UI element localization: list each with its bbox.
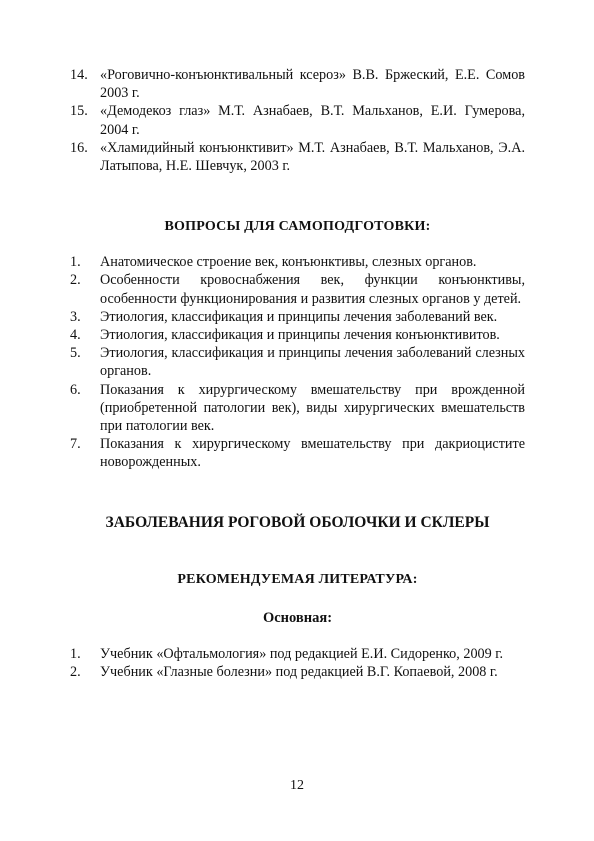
list-item xyxy=(70,66,525,102)
item-text: Показания к хирургическому вмешательству при врожденной (приобретенной патологии век), виды хирургических вмешательств при патологии век. xyxy=(100,381,525,435)
item-number: 1. xyxy=(70,254,81,271)
item-text: Этиология, классификация и принципы лечения заболеваний век. xyxy=(100,308,498,325)
item-number: 2. xyxy=(70,663,81,680)
list-item xyxy=(70,381,525,436)
list-item xyxy=(70,308,525,326)
item-text: Этиология, классификация и принципы лечения заболеваний слезных органов. xyxy=(100,345,525,380)
list-item xyxy=(70,326,525,344)
item-text: Особенности кровоснабжения век, функции конъюнктивы, особенности функционирования и развития слезных органов у детей. xyxy=(100,272,525,307)
item-number: 5. xyxy=(70,345,81,362)
item-number: 15. xyxy=(70,103,88,120)
item-text: Учебник «Глазные болезни» под редакцией В.Г. Копаевой, 2008 г. xyxy=(100,663,498,680)
item-text: «Хламидийный конъюнктивит» М.Т. Азнабаев, В.Т. Мальханов, Э.А. Латыпова, Н.Е. Шевчук, 2003 г. xyxy=(100,139,525,175)
self-study-heading: ВОПРОСЫ ДЛЯ САМОПОДГОТОВКИ: xyxy=(164,219,431,235)
main-literature-heading: Основная: xyxy=(262,609,333,626)
item-number: 4. xyxy=(70,327,81,344)
item-number: 7. xyxy=(70,436,81,453)
item-text: «Демодекоз глаз» М.Т. Азнабаев, В.Т. Мальханов, Е.И. Гумерова, 2004 г. xyxy=(100,103,525,138)
item-number: 6. xyxy=(70,381,81,398)
item-text: Учебник «Офтальмология» под редакцией Е.И. Сидоренко, 2009 г. xyxy=(100,645,504,662)
list-item xyxy=(70,271,525,307)
references-continued-list xyxy=(70,66,525,175)
item-number: 1. xyxy=(70,645,81,662)
page-number: 12 xyxy=(290,778,304,793)
list-item xyxy=(70,253,525,271)
list-item xyxy=(70,139,525,175)
item-text: Анатомическое строение век, конъюнктивы, слезных органов. xyxy=(100,254,477,271)
section-title: ЗАБОЛЕВАНИЯ РОГОВОЙ ОБОЛОЧКИ И СКЛЕРЫ xyxy=(105,513,490,531)
item-number: 14. xyxy=(70,67,88,83)
item-text: Показания к хирургическому вмешательству при дакриоциститe новорожденных. xyxy=(100,436,525,471)
list-item xyxy=(70,435,525,471)
document-page xyxy=(70,66,525,681)
recommended-literature-heading: РЕКОМЕНДУЕМАЯ ЛИТЕРАТУРА: xyxy=(177,571,418,587)
list-item xyxy=(70,663,525,681)
item-number: 3. xyxy=(70,308,81,325)
item-text: Этиология, классификация и принципы лечения конъюнктивитов. xyxy=(100,327,500,344)
item-text: «Роговично-конъюнктивальный ксероз» В.В. Бржеский, Е.Е. Сомов 2003 г. xyxy=(100,67,525,102)
item-number: 16. xyxy=(70,139,88,156)
list-item xyxy=(70,102,525,138)
list-item xyxy=(70,344,525,380)
list-item xyxy=(70,645,525,663)
item-number: 2. xyxy=(70,272,81,289)
self-study-questions-list xyxy=(70,253,525,471)
main-literature-list xyxy=(70,645,525,681)
